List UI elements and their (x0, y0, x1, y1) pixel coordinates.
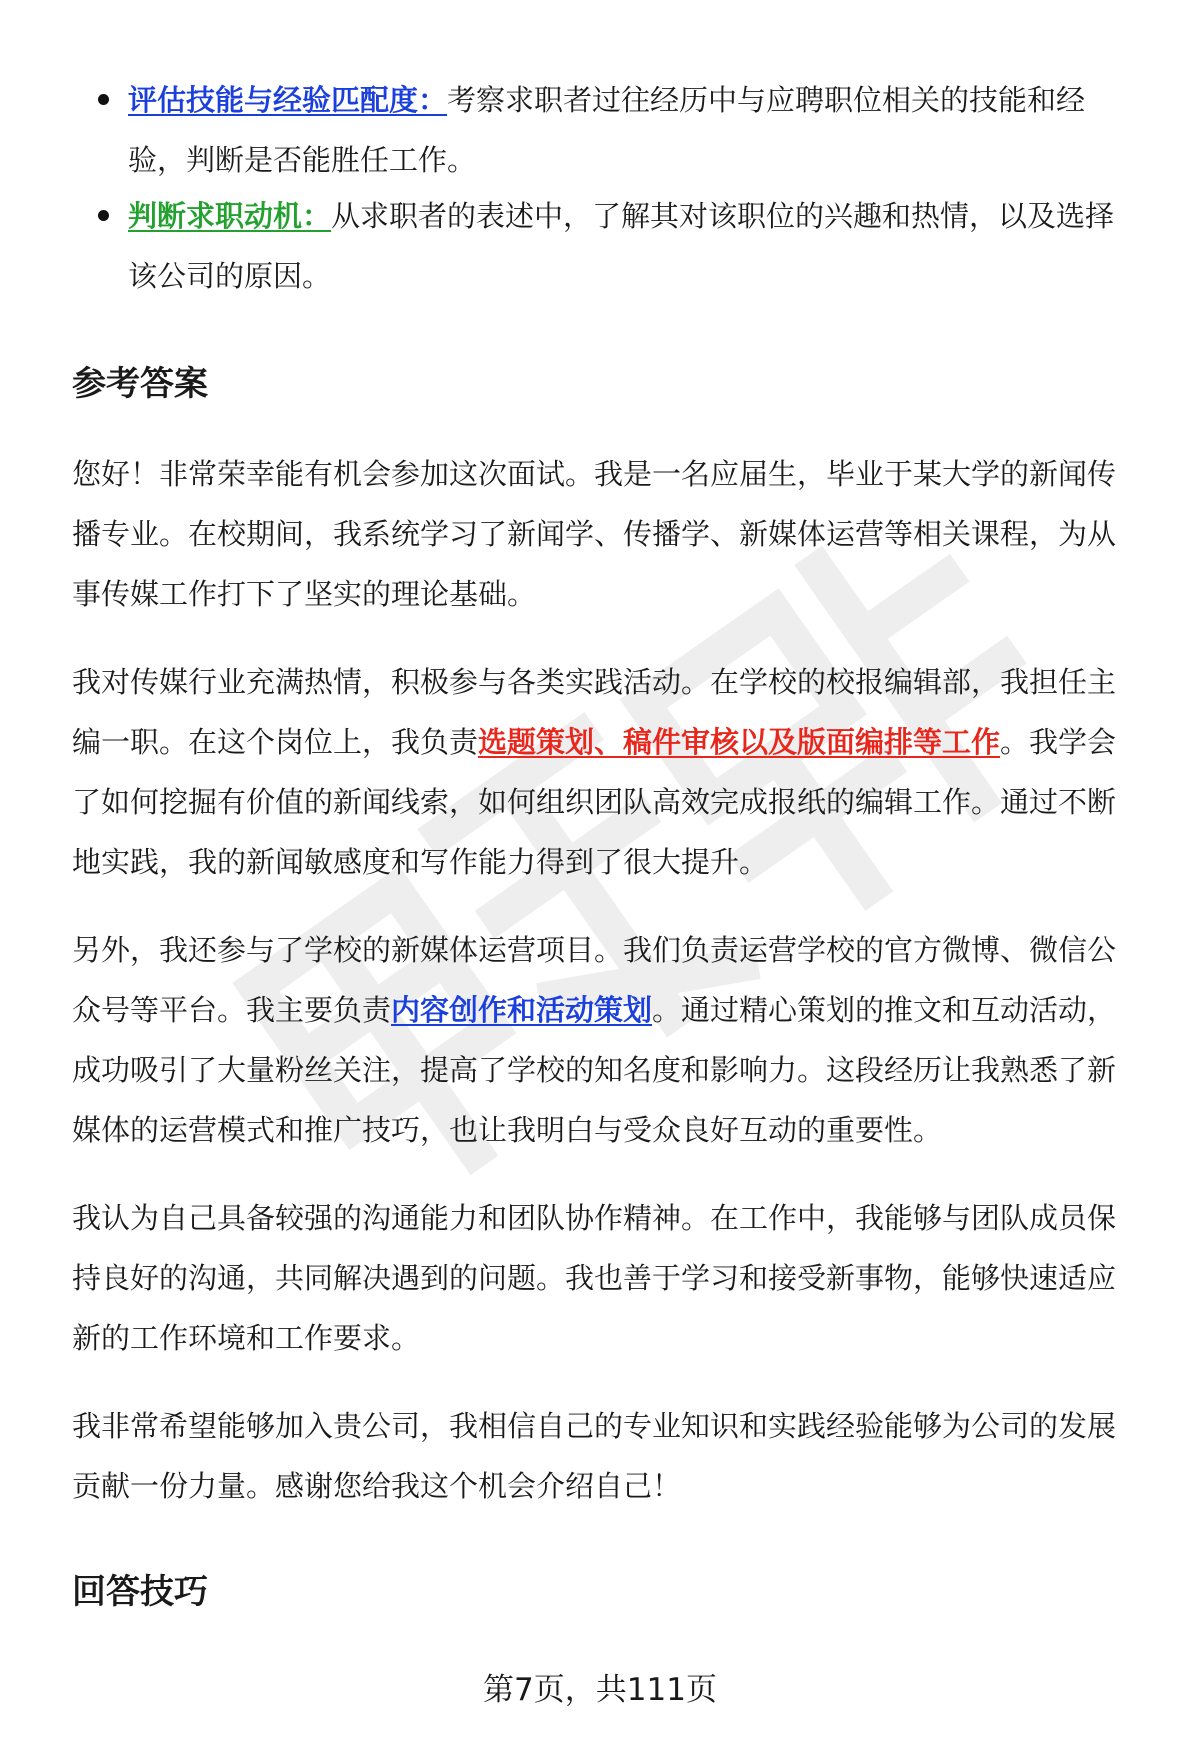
answer-paragraph: 我非常希望能够加入贵公司，我相信自己的专业知识和实践经验能够为公司的发展贡献一份力量。感谢您给我这个机会介绍自己！ (72, 1409, 1117, 1503)
list-item (72, 70, 1128, 190)
answer-paragraph: 我认为自己具备较强的沟通能力和团队协作精神。在工作中，我能够与团队成员保持良好的沟通，共同解决遇到的问题。我也善于学习和接受新事物，能够快速适应新的工作环境和工作要求。 (72, 1201, 1117, 1355)
highlight-text: 内容创作和活动策划 (391, 993, 653, 1027)
answer-paragraph (72, 652, 1128, 892)
paragraph-text: 另外，我还参与了学校的新媒体运营项目。我们负责运营学校的官方微博、微信公众号等平台。我主要负责 (72, 933, 1117, 1027)
answer-paragraph (72, 920, 1128, 1160)
criteria-list (72, 0, 1128, 306)
bullet-dot-icon (98, 210, 109, 221)
bullet-dot-icon (98, 94, 109, 105)
highlight-text: 选题策划、稿件审核以及版面编排等工作 (478, 725, 1001, 759)
bullet-text: 考察求职者过往经历中与应聘职位相关的技能和经验，判断是否能胜任工作。 (128, 83, 1086, 177)
section-heading-tips: 回答技巧 (72, 1572, 208, 1612)
paragraph-text: 我对传媒行业充满热情，积极参与各类实践活动。在学校的校报编辑部，我担任主编一职。在这个岗位上，我负责 (72, 665, 1117, 759)
bullet-text: 从求职者的表述中，了解其对该职位的兴趣和热情，以及选择该公司的原因。 (128, 199, 1115, 293)
list-item (72, 186, 1128, 306)
paragraph-text: 。通过精心策划的推文和互动活动，成功吸引了大量粉丝关注，提高了学校的知名度和影响力。这段经历让我熟悉了新媒体的运营模式和推广技巧，也让我明白与受众良好互动的重要性。 (72, 993, 1117, 1147)
paragraph-text: 。我学会了如何挖掘有价值的新闻线索，如何组织团队高效完成报纸的编辑工作。通过不断地实践，我的新闻敏感度和写作能力得到了很大提升。 (72, 725, 1117, 879)
section-heading-answer: 参考答案 (72, 364, 208, 404)
bullet-keyword: 判断求职动机： (128, 199, 332, 233)
page-number: 第7页，共111页 (483, 1672, 717, 1708)
bullet-keyword: 评估技能与经验匹配度： (128, 83, 448, 117)
answer-paragraph: 您好！非常荣幸能有机会参加这次面试。我是一名应届生，毕业于某大学的新闻传播专业。在校期间，我系统学习了新闻学、传播学、新媒体运营等相关课程，为从事传媒工作打下了坚实的理论基础。 (72, 457, 1117, 611)
